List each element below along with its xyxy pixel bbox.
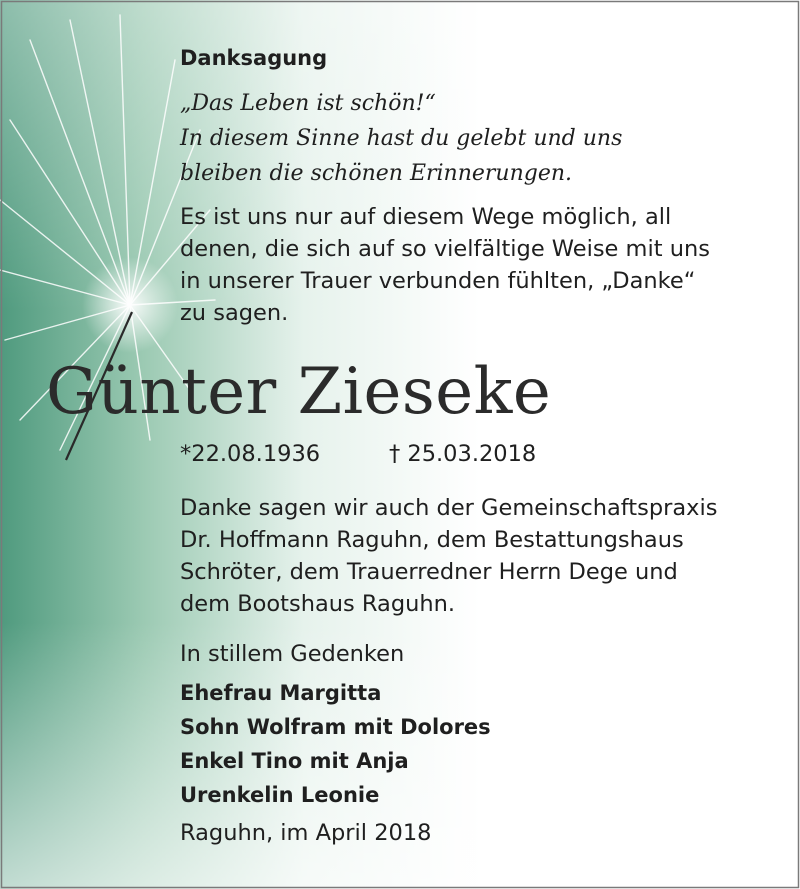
thanks-line: denen, die sich auf so vielfältige Weise mit uns <box>180 236 710 262</box>
thanks-paragraph <box>180 201 710 329</box>
extra-thanks-paragraph <box>180 492 717 620</box>
motto-line: „Das Leben ist schön!“ <box>180 91 436 116</box>
extra-thanks-line: Dr. Hoffmann Raguhn, dem Bestattungshaus <box>180 527 684 553</box>
extra-thanks-line: Danke sagen wir auch der Gemeinschaftspraxis <box>180 495 718 521</box>
greeting-line: In stillem Gedenken <box>180 641 405 667</box>
family-list <box>180 676 491 812</box>
motto-line: In diesem Sinne hast du gelebt und uns <box>180 126 623 151</box>
extra-thanks-line: Schröter, dem Trauerredner Herrn Dege und <box>180 559 678 585</box>
thanks-line: zu sagen. <box>180 300 289 326</box>
thanks-line: in unserer Trauer verbunden fühlten, „Danke“ <box>180 268 696 294</box>
thanks-line: Es ist uns nur auf diesem Wege möglich, all <box>180 204 672 230</box>
extra-thanks-line: dem Bootshaus Raguhn. <box>180 591 456 617</box>
family-member: Enkel Tino mit Anja <box>180 749 409 773</box>
family-member: Urenkelin Leonie <box>180 783 380 807</box>
family-member: Ehefrau Margitta <box>180 681 382 705</box>
family-member: Sohn Wolfram mit Dolores <box>180 715 491 739</box>
deceased-name: Günter Zieseke <box>46 355 552 429</box>
heading-danksagung: Danksagung <box>180 46 328 70</box>
birth-date: *22.08.1936 <box>180 441 321 467</box>
place-date-line: Raguhn, im April 2018 <box>180 820 432 846</box>
motto-quote <box>180 86 622 191</box>
motto-line: bleiben die schönen Erinnerungen. <box>180 161 573 186</box>
death-date: † 25.03.2018 <box>389 441 537 467</box>
